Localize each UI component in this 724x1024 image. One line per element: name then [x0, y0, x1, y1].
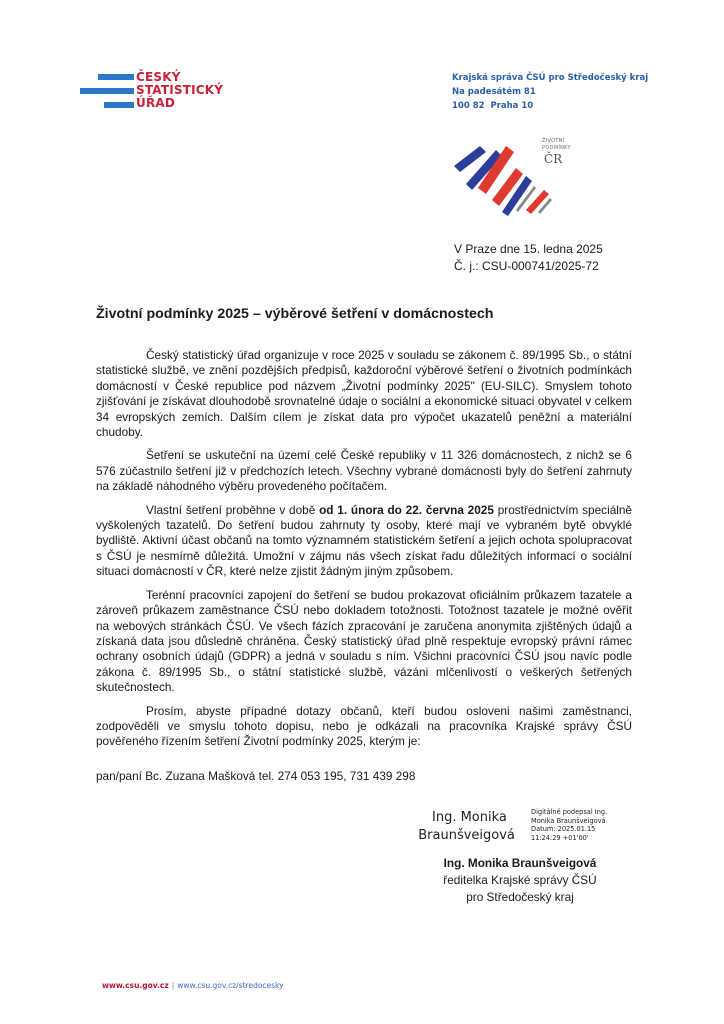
- date-reference: [454, 241, 603, 275]
- survey-period: od 1. února do 22. června 2025: [319, 502, 494, 517]
- footer-regional-link[interactable]: www.csu.gov.cz/stredocesky: [177, 981, 284, 990]
- reference-number: Č. j.: CSU-000741/2025-72: [454, 259, 599, 273]
- signer-role: ředitelka Krajské správy ČSÚ: [443, 873, 597, 887]
- survey-logo-stripes-icon: [452, 128, 552, 220]
- letter-body: [96, 348, 632, 758]
- logo-text: ČESKÝ STATISTICKÝ ÚŘAD: [136, 70, 224, 110]
- signer-block: [420, 855, 620, 906]
- paragraph-5: Prosím, abyste případné dotazy občanů, kteří budou osloveni našimi zaměstnanci, zodpověděli ve smyslu tohoto dopisu, nebo je odkázali na pracovníka Krajské správy ČSÚ pověřeného řízením šetření Životní podmínky 2025, kterým je:: [96, 703, 632, 749]
- footer-separator: |: [171, 981, 175, 990]
- logo-bar-1: [98, 74, 134, 80]
- footer-main-link[interactable]: www.csu.gov.cz: [102, 981, 169, 990]
- address-line-3: 100 82 Praha 10: [452, 101, 534, 111]
- address-line-1: Krajská správa ČSÚ pro Středočeský kraj: [452, 73, 649, 83]
- letter-title: Životní podmínky 2025 – výběrové šetření v domácnostech: [96, 306, 494, 322]
- footer: [102, 981, 284, 990]
- survey-logo: [452, 128, 578, 220]
- paragraph-3: Vlastní šetření proběhne v době od 1. února do 22. června 2025 prostřednictvím speciálně vyškolených tazatelů. Do šetření budou zahrnuty ty osoby, které mají ve vybraném bytě obvyklé bydliště. Aktivní účast občanů na tomto významném statistickém šetření a jejich ochota spolupracovat s ČSÚ je nesmírně důležitá. Umožní v zájmu nás všech získat řadu důležitých informací o sociální situaci domácností v ČR, které nelze zjistit žádným jiným způsobem.: [96, 502, 632, 579]
- paragraph-1: Český statistický úřad organizuje v roce 2025 v souladu se zákonem č. 89/1995 Sb., o státní statistické službě, ve znění pozdějších předpisů, každoroční výběrové šetření o životních podmínkách domácností v České republice pod názvem „Životní podmínky 2025" (EU-SILC). Smyslem tohoto zjišťování je získávat dlouhodobě srovnatelné údaje o sociální a ekonomické situaci obyvatel v celkem 34 evropských zemích. Dalším cílem je získat data pro výpočet ukazatelů peněžní a materiální chudoby.: [96, 348, 632, 440]
- contact-person: pan/paní Bc. Zuzana Mašková tel. 274 053 195, 731 439 298: [96, 769, 416, 783]
- digital-signature-name: Ing. Monika Braunšveigová: [418, 810, 515, 843]
- office-address: [452, 71, 648, 113]
- signer-region: pro Středočeský kraj: [466, 890, 574, 904]
- survey-logo-cr: ČR: [544, 152, 563, 166]
- survey-logo-label: ŽIVOTNÍ PODMÍNKY: [542, 138, 571, 151]
- logo-bar-2: [80, 88, 134, 94]
- paragraph-2: Šetření se uskuteční na území celé České republiky v 11 326 domácnostech, z nichž se 6 576 zúčastnilo šetření již v předchozích letech. Všechny vybrané domácnosti byly do šetření zahrnuty na základě náhodného výběru provedeného počítačem.: [96, 448, 632, 494]
- paragraph-4: Terénní pracovníci zapojení do šetření se budou prokazovat oficiálním průkazem tazatele a zároveň průkazem zaměstnance ČSÚ nebo dokladem totožnosti. Totožnost tazatele je možné ověřit na webových stránkách ČSÚ. Ve všech fázích zpracování je zaručena anonymita zjištěných údajů a získaná data jsou důsledně chráněna. Český statistický úřad plně respektuje evropský právní rámec ochrany osobních údajů (GDPR) a jedná v souladu s ním. Všichni pracovníci ČSÚ jsou navíc podle zákona č. 89/1995 Sb., o státní statistické službě, vázáni mlčenlivostí o veškerých šetřených skutečnostech.: [96, 587, 632, 695]
- address-line-2: Na padesátém 81: [452, 87, 536, 97]
- logo-bar-3: [104, 102, 134, 108]
- digital-signature-meta: Digitálně podepsal Ing. Monika Braunšveigová Datum: 2025.01.15 11:24:29 +01'00': [531, 808, 608, 842]
- signer-name: Ing. Monika Braunšveigová: [443, 856, 597, 870]
- csu-logo: [94, 71, 244, 117]
- letter-date: V Praze dne 15. ledna 2025: [454, 242, 603, 256]
